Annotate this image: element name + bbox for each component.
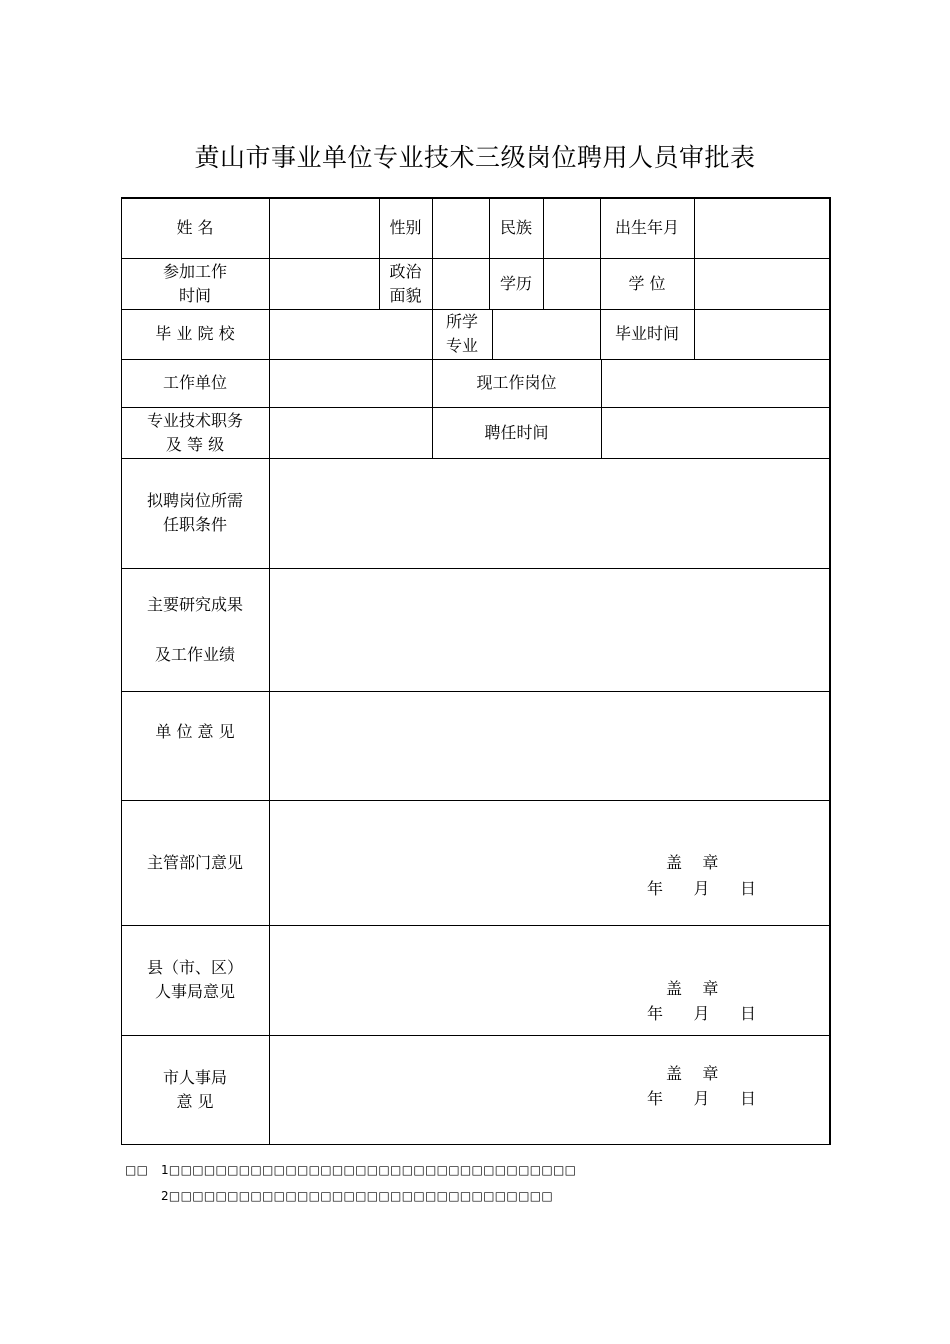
label-education: 学历 <box>499 273 532 293</box>
label-tech-title <box>121 407 269 458</box>
label-line: 所学 <box>445 312 478 331</box>
label-line: 任职条件 <box>162 515 227 534</box>
label-line: 及 等 级 <box>165 434 225 454</box>
column-divider <box>269 197 270 1145</box>
column-divider <box>492 309 493 359</box>
label-line: 及工作业绩 <box>154 644 235 664</box>
notes-line-1: 1□□□□□□□□□□□□□□□□□□□□□□□□□□□□□□□□□□□ <box>161 1163 577 1177</box>
label-city-opinion <box>121 1035 269 1144</box>
column-divider <box>601 359 602 458</box>
date-text: 年 月 日 <box>647 1089 757 1108</box>
label-school: 毕 业 院 校 <box>155 324 235 343</box>
column-divider <box>694 197 695 359</box>
label-line: 拟聘岗位所需 <box>146 491 243 510</box>
label-political-status <box>379 258 432 309</box>
date-text: 年 月 日 <box>647 1004 757 1023</box>
label-birth-date: 出生年月 <box>614 218 679 237</box>
label-degree: 学 位 <box>628 273 666 293</box>
seal-text: 盖 章 <box>666 979 719 998</box>
label-work-start-time <box>121 258 269 309</box>
notes-line-2: 2□□□□□□□□□□□□□□□□□□□□□□□□□□□□□□□□□ <box>161 1189 553 1203</box>
label-hire-time: 聘任时间 <box>484 422 549 442</box>
label-name: 姓 名 <box>176 218 214 237</box>
column-divider <box>543 197 544 309</box>
form-title: 黄山市事业单位专业技术三级岗位聘用人员审批表 <box>194 143 756 172</box>
seal-text: 盖 章 <box>666 853 719 872</box>
label-line: 参加工作 <box>162 261 227 281</box>
label-line: 人事局意见 <box>154 982 235 1001</box>
label-major <box>432 309 492 359</box>
label-current-post: 现工作岗位 <box>476 373 557 392</box>
label-unit-opinion: 单 位 意 见 <box>155 722 235 741</box>
label-line: 面貌 <box>389 285 422 305</box>
table-border-right <box>829 197 831 1145</box>
label-ethnicity: 民族 <box>499 218 532 237</box>
label-achievements <box>121 568 269 691</box>
notes-label: □□ <box>125 1163 149 1177</box>
column-divider <box>432 197 433 309</box>
label-line: 主要研究成果 <box>146 594 243 614</box>
label-graduation-time: 毕业时间 <box>614 324 679 343</box>
date-text: 年 月 日 <box>647 879 757 898</box>
label-dept-opinion: 主管部门意见 <box>146 852 243 872</box>
seal-text: 盖 章 <box>666 1064 719 1083</box>
label-line: 意 见 <box>176 1091 214 1111</box>
row-divider <box>121 691 831 692</box>
label-line: 专业技术职务 <box>146 410 243 430</box>
label-line: 政治 <box>389 261 422 281</box>
label-line: 专业 <box>445 336 478 355</box>
label-gender: 性别 <box>389 218 422 237</box>
label-line: 市人事局 <box>162 1067 227 1087</box>
label-post-requirements <box>121 458 269 568</box>
label-employer: 工作单位 <box>162 373 227 392</box>
label-county-opinion <box>121 925 269 1035</box>
label-line: 时间 <box>178 285 211 305</box>
table-border-bottom <box>121 1144 831 1145</box>
label-line: 县（市、区） <box>146 958 243 977</box>
